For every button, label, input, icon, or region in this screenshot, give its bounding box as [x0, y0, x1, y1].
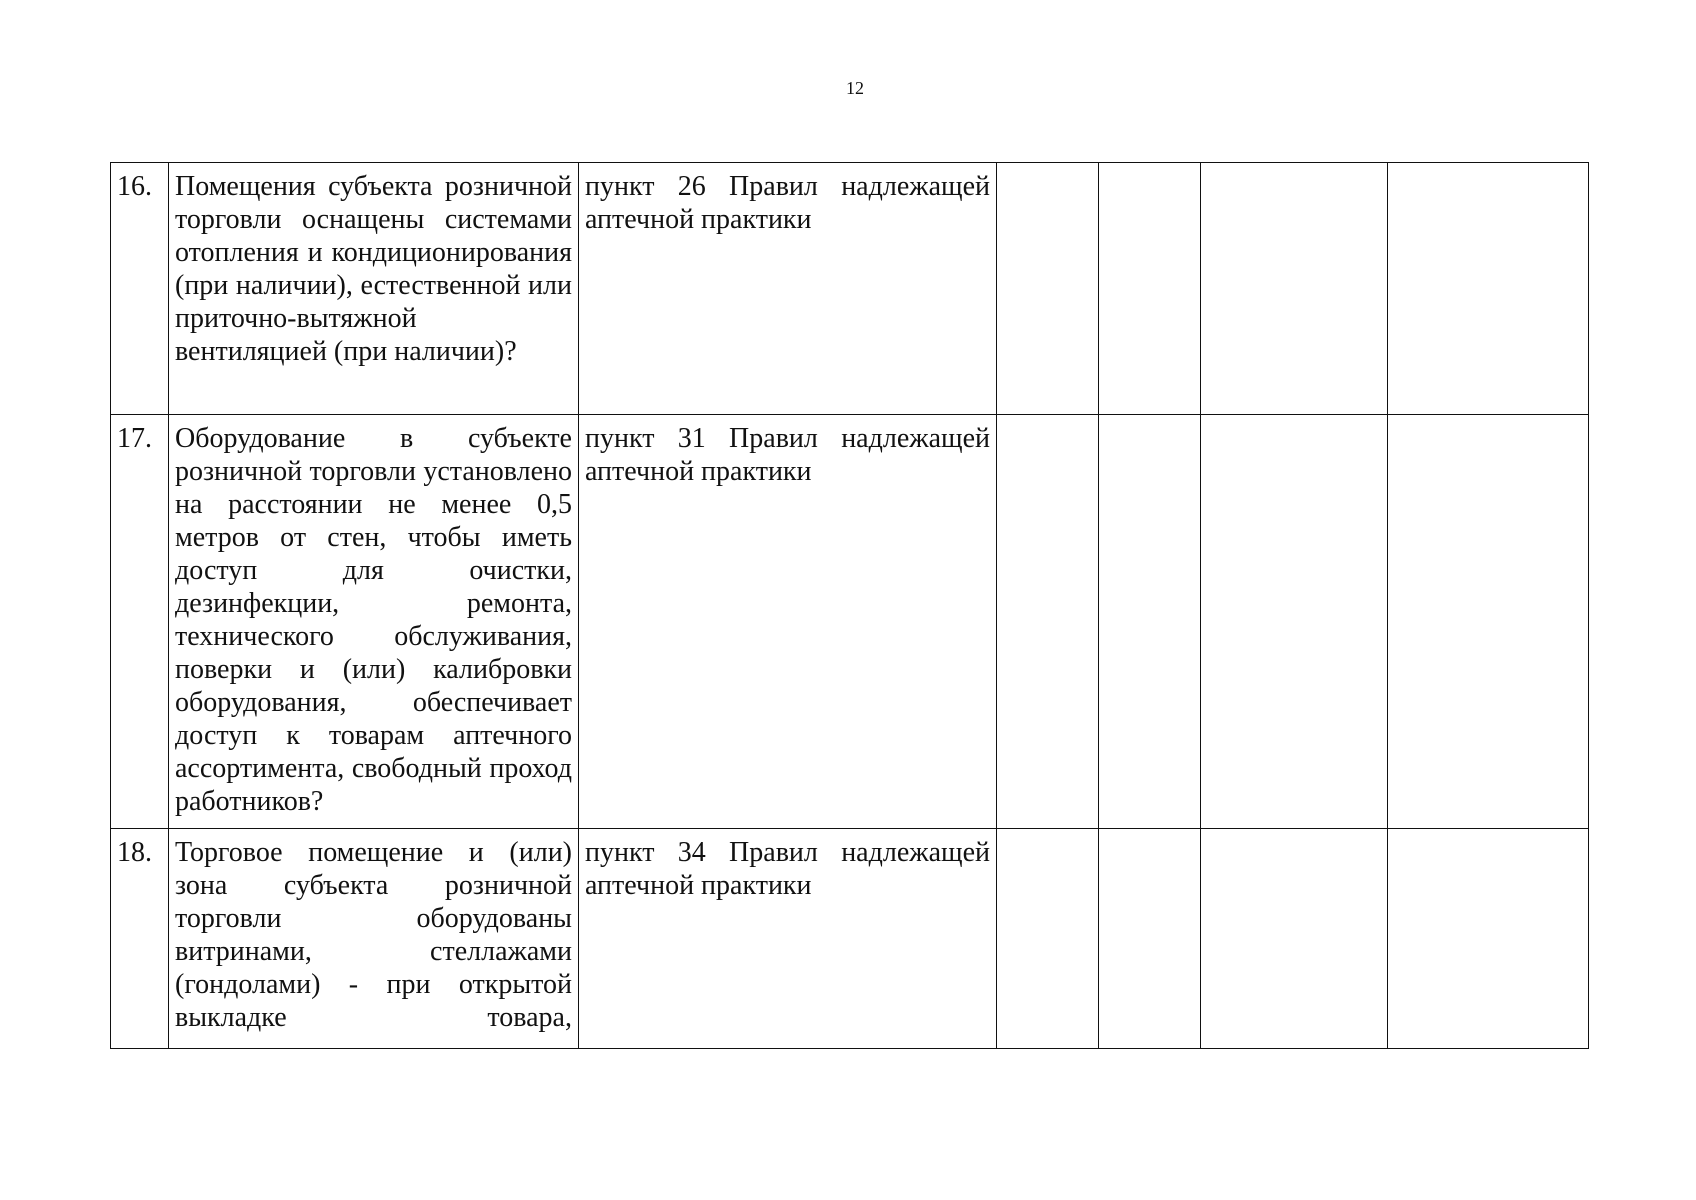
- row-number: 16.: [111, 163, 169, 415]
- answer-cell-yes: [997, 829, 1099, 1049]
- notes-cell: [1388, 163, 1589, 415]
- table-row: [111, 829, 1589, 1049]
- answer-cell-no: [1099, 163, 1201, 415]
- answer-cell-not-applicable: [1201, 829, 1388, 1049]
- legal-reference: пункт 31 Правил надлежащей аптечной практики: [579, 415, 997, 829]
- checklist-table: [110, 162, 1589, 1049]
- row-number: 17.: [111, 415, 169, 829]
- requirement-question: Торговое помещение и (или) зона субъекта розничной торговли оборудованы витринами, стеллажами (гондолами) - при открытой выкладке товара,: [169, 829, 579, 1049]
- answer-cell-not-applicable: [1201, 415, 1388, 829]
- table-row: [111, 163, 1589, 415]
- notes-cell: [1388, 829, 1589, 1049]
- answer-cell-yes: [997, 163, 1099, 415]
- legal-reference: пункт 26 Правил надлежащей аптечной практики: [579, 163, 997, 415]
- legal-reference: пункт 34 Правил надлежащей аптечной практики: [579, 829, 997, 1049]
- row-number: 18.: [111, 829, 169, 1049]
- page-number: 12: [846, 78, 864, 98]
- requirement-question: Оборудование в субъекте розничной торговли установлено на расстоянии не менее 0,5 метров от стен, чтобы иметь доступ для очистки, дезинфекции, ремонта, технического обслуживания, поверки и (или) калибровки оборудования, обеспечивает доступ к товарам аптечного ассортимента, свободный проход работников?: [169, 415, 579, 829]
- answer-cell-no: [1099, 829, 1201, 1049]
- notes-cell: [1388, 415, 1589, 829]
- answer-cell-yes: [997, 415, 1099, 829]
- answer-cell-not-applicable: [1201, 163, 1388, 415]
- requirement-question: Помещения субъекта розничной торговли оснащены системами отопления и кондиционирования (при наличии), естественной или приточно-вытяжной вентиляцией (при наличии)?: [169, 163, 579, 415]
- answer-cell-no: [1099, 415, 1201, 829]
- table-row: [111, 415, 1589, 829]
